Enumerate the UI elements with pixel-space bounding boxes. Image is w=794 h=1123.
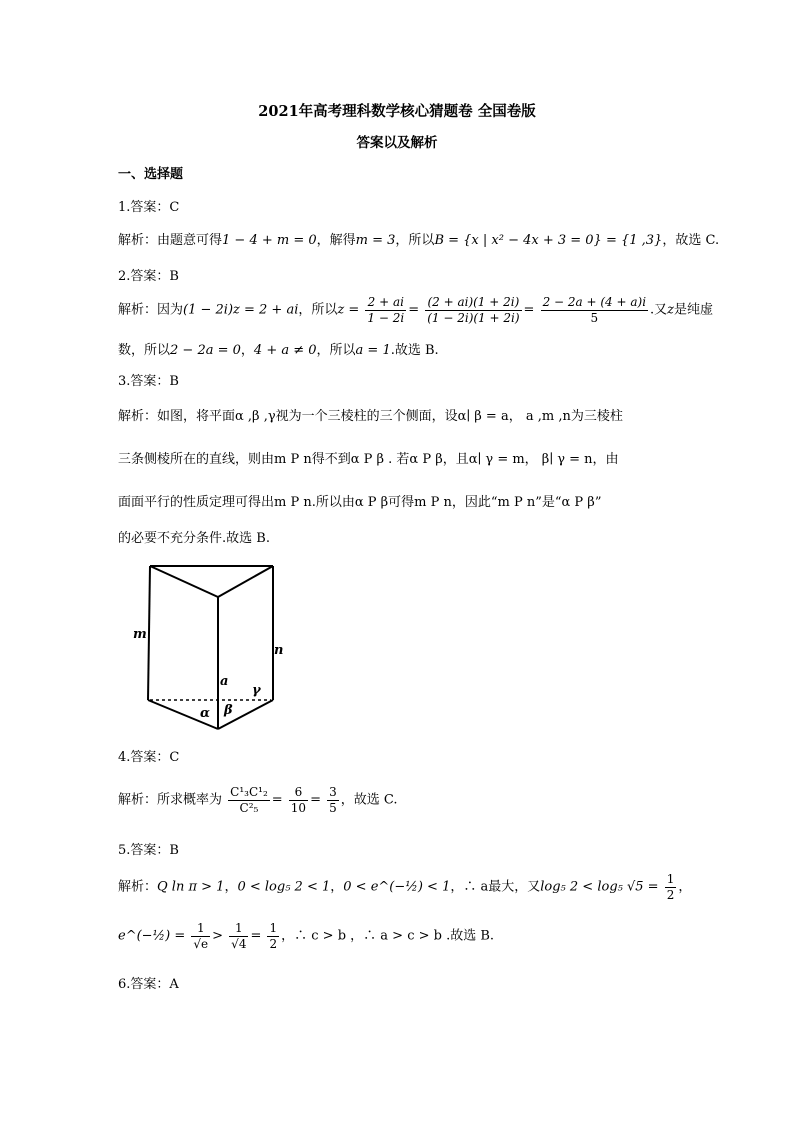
page-title: 2021年高考理科数学核心猜题卷 全国卷版 [258, 103, 536, 120]
q5-answer: 5.答案：B [118, 843, 179, 858]
label-n: n [274, 643, 284, 658]
fraction: $\frac{\text{C¹₃C¹₂}}{\text{C²₅}}$ [230, 785, 268, 815]
q1-answer: 1.答案：C [118, 200, 180, 215]
q6-answer: 6.答案：A [118, 977, 179, 992]
fraction: $\frac{1}{2}$ [666, 872, 675, 902]
fraction: $\frac{1}{√e}$ [193, 921, 209, 951]
prism-top-right-edge [218, 566, 273, 597]
fraction: $\frac{1}{√4}$ [231, 921, 247, 951]
q3-solution-line2: 三条侧棱所在的直线，则由m P n得不到α P β . 若α P β，且α∣ γ = m， β∣ γ = n，由 [118, 452, 619, 467]
q2-answer: 2.答案：B [118, 269, 179, 284]
q2-solution-line1: 解析：因为(1 − 2i)z = 2 + ai，所以z = $\frac{2 + ai}{1 - 2i}$ = $\frac{(2 + ai)(1 + 2i)}{(1 - 2i)(1 + 2i)}$ = $\frac{2 - 2a + (4 + a)i}{5}$ .又z是纯虚 [118, 295, 714, 325]
fraction: $\frac{2 - 2a + (4 + a)i}{5}$ [542, 295, 647, 325]
fraction: $\frac{1}{2}$ [269, 921, 278, 951]
fraction: $\frac{3}{5}$ [329, 785, 337, 815]
q3-solution-line4: 的必要不充分条件.故选 B. [118, 531, 270, 546]
label-beta: β [224, 703, 233, 718]
q3-answer: 3.答案：B [118, 374, 179, 389]
q4-answer: 4.答案：C [118, 750, 180, 765]
label-a: a [220, 674, 229, 689]
section-heading: 一、选择题 [118, 167, 184, 182]
label-gamma: γ [252, 683, 261, 698]
fraction: $\frac{(2 + ai)(1 + 2i)}{(1 - 2i)(1 + 2i)}$ [427, 295, 520, 325]
q4-solution: 解析：所求概率为 $\frac{\text{C¹₃C¹₂}}{\text{C²₅}}$ = $\frac{6}{10}$ = $\frac{3}{5}$ ，故选 C. [118, 785, 398, 815]
q5-solution-line2: e^(−½) = $\frac{1}{√e}$ > $\frac{1}{√4}$ = $\frac{1}{2}$ ，∴ c > b ，∴ a > c > b .故选 B. [118, 921, 495, 951]
prism-edge-m [148, 566, 150, 700]
q3-solution-line3: 面面平行的性质定理可得出m P n.所以由α P β可得m P n，因此“m P n”是“α P β” [118, 495, 602, 510]
q2-solution-line2: 数，所以2 − 2a = 0，4 + a ≠ 0，所以a = 1.故选 B. [118, 343, 439, 358]
label-alpha: α [200, 706, 211, 721]
page-subtitle: 答案以及解析 [356, 135, 438, 151]
q1-solution: 解析：由题意可得1 − 4 + m = 0，解得m = 3，所以B = {x | x² − 4x + 3 = 0} = {1 ,3}，故选 C. [118, 233, 720, 248]
fraction: $\frac{6}{10}$ [290, 785, 307, 815]
q5-solution-line1: 解析：Q ln π > 1，0 < log₅ 2 < 1，0 < e^(−½) < 1，∴ a最大，又log₅ 2 < log₅ √5 = $\frac{1}{2}$ ， [118, 872, 692, 902]
fraction: $\frac{2 + ai}{1 - 2i}$ [367, 295, 405, 325]
label-m: m [133, 627, 147, 642]
prism-top-left-edge [150, 566, 218, 597]
q3-solution-line1: 解析：如图，将平面α ,β ,γ视为一个三棱柱的三个侧面，设α∣ β = a， a ,m ,n为三棱柱 [118, 409, 623, 424]
